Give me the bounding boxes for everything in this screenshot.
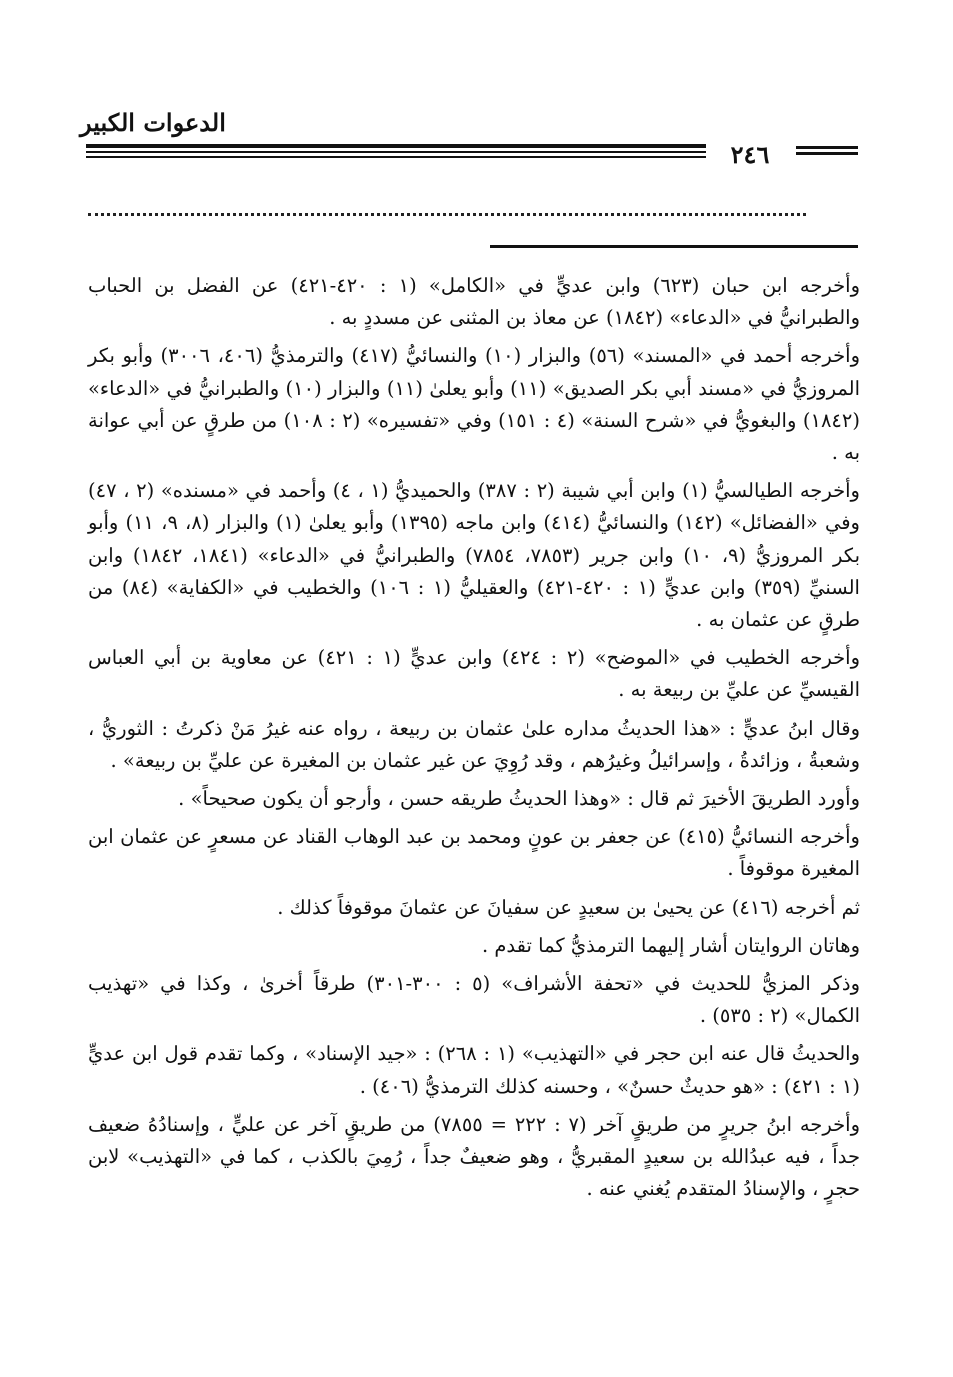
paragraph: وأخرجه الطيالسيُّ (١) وابن أبي شيبة (٢ : ٣٨٧) والحميديُّ (١ ، ٤) وأحمد في «مسنده» (٢ ، ٤٧) وفي «الفضائل» (١٤٢) والنسائيُّ (٤١٤) وابن ماجه (١٣٩٥) وأبو يعلىٰ (١) والبزار (٨، ٩، ١١) وأبو بكر المروزيُّ (٩، ١٠) وابن جرير (٧٨٥٣، ٧٨٥٤) والطبرانيُّ في «الدعاء» (١٨٤١، ١٨٤٢) وابن السنيِّ (٣٥٩) وابن عديٍّ (١ : ٤٢٠-٤٢١) والعقيليُّ (١ : ١٠٦) والخطيب في «الكفاية» (٨٤) من طرقٍ عن عثمان به . [88,479,860,632]
page-number-rule-2 [796,152,858,155]
paragraph: وأورد الطريقَ الأخيرَ ثم قال : «وهذا الحديثُ طريقه حسن ، وأرجو أن يكون صحيحاً» . [178,787,860,811]
header-rule-thick [86,144,706,148]
footnote-separator-rule [490,245,858,248]
running-header-title: الدعوات الكبير [80,108,226,137]
paragraph: والحديثُ قال عنه ابن حجر في «التهذيب» (١ : ٢٦٨) : «جيد الإسناد» ، وكما تقدم قول ابن عديٍّ (١ : ٤٢١) : «هو حديثٌ حسنٌ» ، وحسنه كذلك الترمذيُّ (٤٠٦) . [88,1042,860,1098]
paragraph: وأخرجه النسائيُّ (٤١٥) عن جعفر بن عونٍ ومحمد بن عبد الوهاب القناد عن مسعرٍ عن عثمان ابن المغيرة موقوفاً . [88,825,860,881]
page-number-rule-1 [796,146,858,149]
paragraph: وذكر المزيُّ للحديث في «تحفة الأشراف» (٥ : ٣٠٠-٣٠١) طرقاً أخرىٰ ، وكذا في «تهذيب الكمال» (٢ : ٥٣٥) . [88,972,860,1028]
paragraph: ثم أخرجه (٤١٦) عن يحيىٰ بن سعيدٍ عن سفيانَ عن عثمانَ موقوفاً كذلك . [277,895,860,919]
paragraph: وأخرجه ابنُ جريرٍ من طريقٍ آخر (٧ : ٢٢٢ = ٧٨٥٥) من طريقٍ آخر عن عليٍّ ، وإسنادُهُ ضعيف جداً ، فيه عبدُالله بن سعيدٍ المقبريُّ ، وهو ضعيفٌ جداً ، رُمِيَ بالكذب ، كما في «التهذيب» لابن حجرٍ ، والإسنادُ المتقدم يُغني عنه . [88,1112,860,1201]
header-rule-bottom [86,156,706,158]
paragraph: وأخرجه أحمد في «المسند» (٥٦) والبزار (١٠) والنسائيُّ (٤١٧) والترمذيُّ (٤٠٦، ٣٠٠٦) وأبو بكر المروزيُّ في «مسند أبي بكر الصديق» (١١) وأبو يعلىٰ (١١) والبزار (١٠) والطبرانيُّ في «الدعاء» (١٨٤٢) والبغويُّ في «شرح السنة» (٤ : ١٥١) وفي «تفسيره» (٢ : ١٠٨) من طرقٍ عن أبي عوانة به . [88,344,861,465]
paragraph: وهاتان الروايتان أشار إليهما الترمذيُّ كما تقدم . [481,933,860,957]
page-number: ٢٤٦ [730,140,770,169]
body-text [88,270,860,1211]
dotted-separator [88,213,806,216]
paragraph: وقال ابنُ عديٍّ : «هذا الحديثُ مداره علىٰ عثمان بن ربيعة ، رواه عنه غيرُ مَنْ ذكرتُ : الثوريُّ ، وشعبةُ ، وزائدةُ ، وإسرائيلُ وغيرُهم ، وقد رُوِيَ عن غير عثمان بن المغيرة عن عليِّ بن ربيعة» . [88,716,860,772]
header-rule-thin [86,151,706,153]
paragraph: وأخرجه ابن حبان (٦٢٣) وابن عديٍّ في «الكامل» (١ : ٤٢٠-٤٢١) عن الفضل بن الحباب والطبرانيُّ في «الدعاء» (١٨٤٢) عن معاذ بن المثنى عن مسددٍ به . [88,274,861,330]
paragraph: وأخرجه الخطيب في «الموضح» (٢ : ٤٢٤) وابن عديٍّ (١ : ٤٢١) عن معاوية بن أبي العباس القيسيِّ عن عليِّ بن ربيعة به . [88,646,861,702]
